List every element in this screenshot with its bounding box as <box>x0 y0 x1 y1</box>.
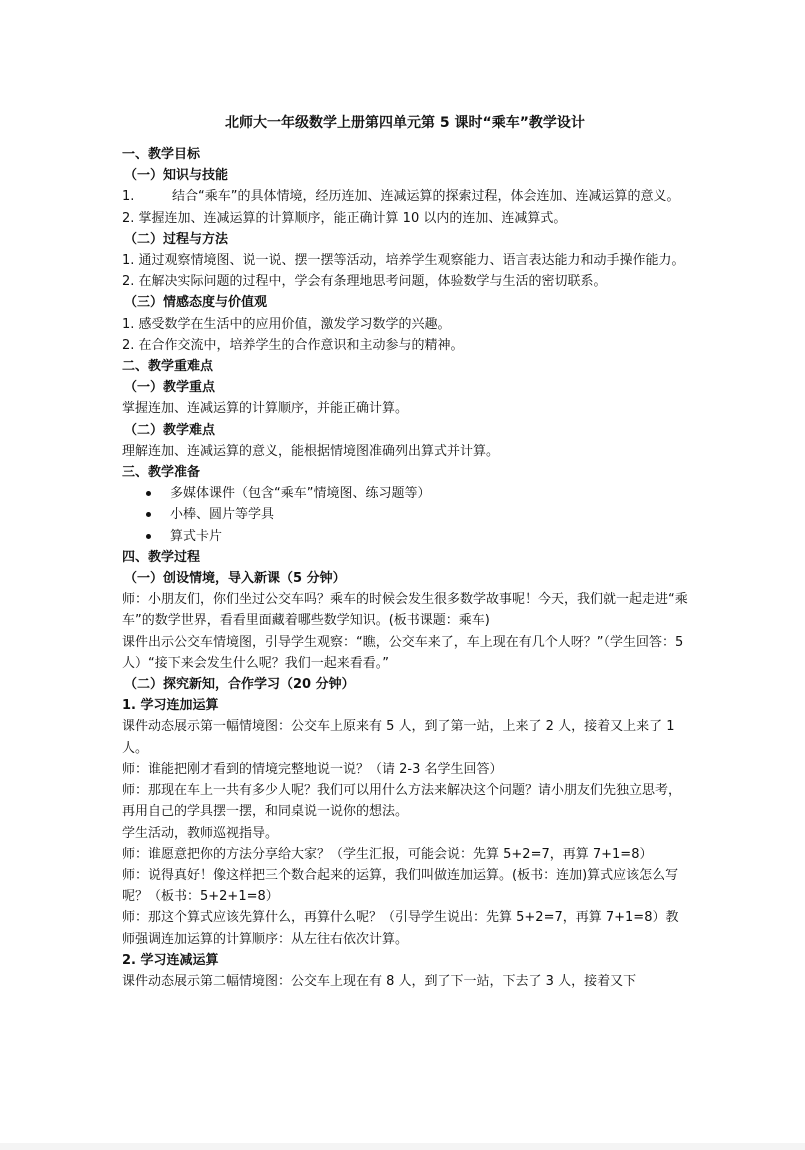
paragraph: 课件动态展示第一幅情境图：公交车上原来有 5 人，到了第一站，上来了 2 人，接着又上来了 1 人。 <box>122 719 675 756</box>
paragraph: 师：小朋友们，你们坐过公交车吗？乘车的时候会发生很多数学故事呢！今天，我们就一起走进“乘车”的数学世界，看看里面藏着哪些数学知识。(板书课题：乘车) <box>122 592 688 629</box>
section-heading-key-difficult: 二、教学重难点 <box>122 359 214 375</box>
document-body <box>122 112 688 992</box>
paragraph: 学生活动，教师巡视指导。 <box>122 825 279 841</box>
topic-heading-addition: 1. 学习连加运算 <box>122 698 219 714</box>
subheading-explore: （二）探究新知，合作学习（20 分钟） <box>124 677 355 693</box>
subheading-key-points: （一）教学重点 <box>124 380 216 396</box>
bullet-text: 小棒、圆片等学具 <box>170 507 275 523</box>
bullet-item <box>146 504 688 525</box>
paragraph: 掌握连加、连减运算的计算顺序，并能正确计算。 <box>122 401 409 417</box>
bullet-text: 算式卡片 <box>170 528 223 544</box>
bullet-icon <box>146 512 151 517</box>
section-heading-process: 四、教学过程 <box>122 549 201 565</box>
paragraph: 理解连加、连减运算的意义，能根据情境图准确列出算式并计算。 <box>122 443 500 459</box>
bullet-text: 多媒体课件（包含“乘车”情境图、练习题等） <box>170 486 431 502</box>
item-number: 1. <box>122 189 135 205</box>
paragraph: 师：那现在车上一共有多少人呢？我们可以用什么方法来解决这个问题？请小朋友们先独立思考，再用自己的学具摆一摆，和同桌说一说你的想法。 <box>122 783 682 820</box>
bullet-icon <box>146 491 151 496</box>
paragraph: 师：那这个算式应该先算什么，再算什么呢？（引导学生说出：先算 5+2=7，再算 7+1=8）教师强调连加运算的计算顺序：从左往右依次计算。 <box>122 910 679 947</box>
subheading-attitudes-values: （三）情感态度与价值观 <box>124 295 268 311</box>
bullet-item <box>146 526 688 547</box>
subheading-knowledge-skills: （一）知识与技能 <box>124 168 229 184</box>
bullet-icon <box>146 534 151 539</box>
subheading-intro: （一）创设情境，导入新课（5 分钟） <box>124 571 346 587</box>
paragraph: 师：谁能把刚才看到的情境完整地说一说？（请 2-3 名学生回答） <box>122 761 503 777</box>
list-item: 2. 在解决实际问题的过程中，学会有条理地思考问题，体验数学与生活的密切联系。 <box>122 274 607 290</box>
list-item: 2. 掌握连加、连减运算的计算顺序，能正确计算 10 以内的连加、连减算式。 <box>122 210 567 226</box>
paragraph: 课件出示公交车情境图，引导学生观察：“瞧，公交车来了，车上现在有几个人呀？”（学生回答：5 人）“接下来会发生什么呢？我们一起来看看。” <box>122 634 684 671</box>
subheading-difficult-points: （二）教学难点 <box>124 422 216 438</box>
paragraph: 课件动态展示第二幅情境图：公交车上现在有 8 人，到了下一站，下去了 3 人，接着又下 <box>122 973 637 989</box>
subheading-process-methods: （二）过程与方法 <box>124 231 229 247</box>
section-heading-preparation: 三、教学准备 <box>122 465 201 481</box>
paragraph: 师：谁愿意把你的方法分享给大家？（学生汇报，可能会说：先算 5+2=7，再算 7+1=8） <box>122 846 653 862</box>
topic-heading-subtraction: 2. 学习连减运算 <box>122 952 219 968</box>
document-title: 北师大一年级数学上册第四单元第 5 课时“乘车”教学设计 <box>225 115 585 131</box>
preparation-list <box>122 483 688 547</box>
item-text: 结合“乘车”的具体情境，经历连加、连减运算的探索过程，体会连加、连减运算的意义。 <box>172 189 680 205</box>
section-heading-objectives: 一、教学目标 <box>122 147 201 162</box>
list-item: 1. 通过观察情境图、说一说、摆一摆等活动，培养学生观察能力、语言表达能力和动手操作能力。 <box>122 253 685 269</box>
list-item <box>122 186 688 207</box>
list-item: 1. 感受数学在生活中的应用价值，激发学习数学的兴趣。 <box>122 316 451 332</box>
paragraph: 师：说得真好！像这样把三个数合起来的运算，我们叫做连加运算。(板书：连加)算式应该怎么写呢？（板书：5+2+1=8） <box>122 867 679 905</box>
list-item: 2. 在合作交流中，培养学生的合作意识和主动参与的精神。 <box>122 337 464 353</box>
bullet-item <box>146 483 688 504</box>
